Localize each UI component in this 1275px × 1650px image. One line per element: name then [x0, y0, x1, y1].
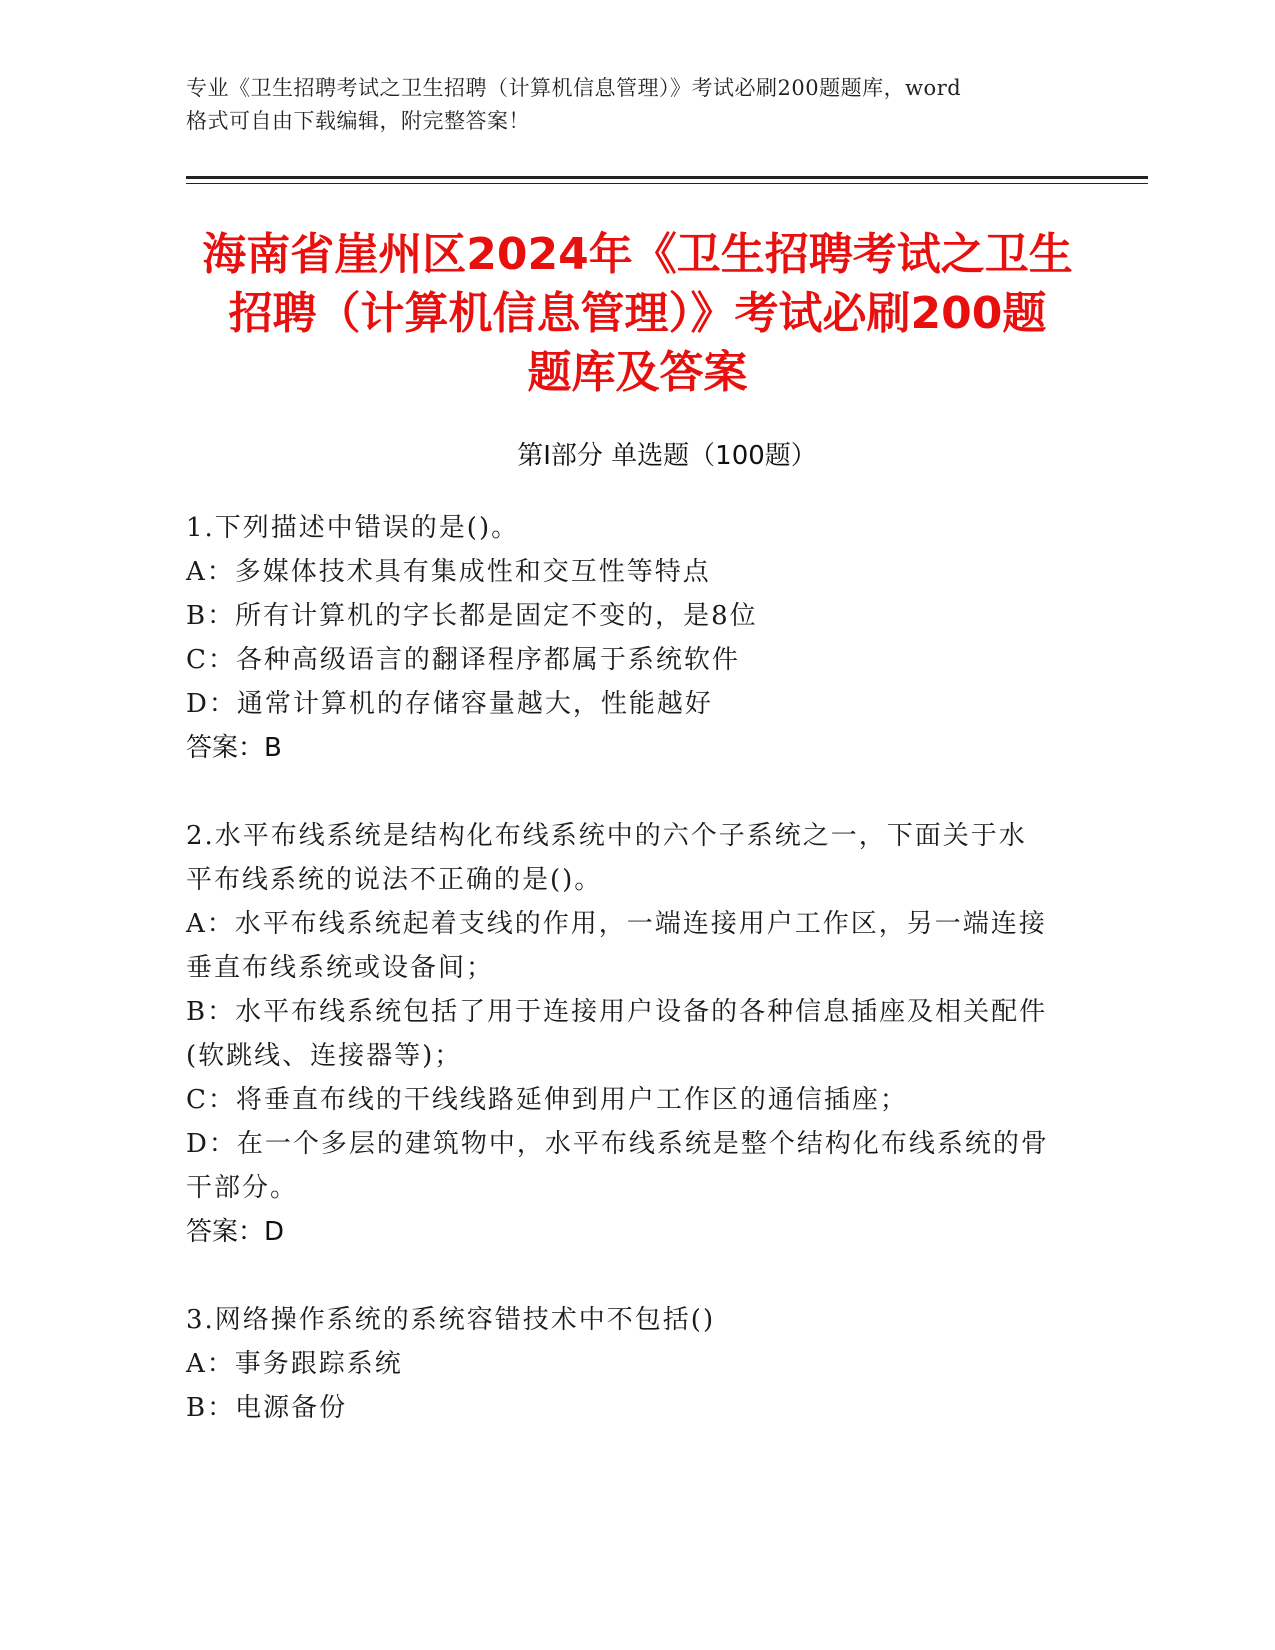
question-2-option-b: B：水平布线系统包括了用于连接用户设备的各种信息插座及相关配件 [186, 997, 1048, 1027]
question-2-stem-cont: 平布线系统的说法不正确的是()。 [186, 865, 603, 895]
question-3-stem: 3.网络操作系统的系统容错技术中不包括() [186, 1305, 716, 1335]
question-1-answer: 答案：B [186, 733, 282, 763]
question-2-stem: 2.水平布线系统是结构化布线系统中的六个子系统之一，下面关于水 [186, 821, 1027, 851]
header-note [186, 72, 1086, 138]
question-1-option-a: A：多媒体技术具有集成性和交互性等特点 [186, 557, 711, 587]
title-line: 招聘（计算机信息管理）》考试必刷200题 [228, 288, 1047, 339]
question-2-option-d: D：在一个多层的建筑物中，水平布线系统是整个结构化布线系统的骨 [186, 1129, 1049, 1159]
question-2-option-c: C：将垂直布线的干线线路延伸到用户工作区的通信插座； [186, 1085, 908, 1115]
question-1-option-b: B：所有计算机的字长都是固定不变的，是8位 [186, 601, 758, 631]
header-divider-thick [186, 176, 1148, 179]
header-note-line: 专业《卫生招聘考试之卫生招聘（计算机信息管理）》考试必刷200题题库，word [186, 76, 962, 100]
question-1-option-d: D：通常计算机的存储容量越大，性能越好 [186, 689, 713, 719]
question-2-option-a-cont: 垂直布线系统或设备间； [186, 953, 495, 983]
title-line: 题库及答案 [527, 347, 748, 398]
question-2-option-d-cont: 干部分。 [186, 1173, 299, 1203]
question-3-option-b: B：电源备份 [186, 1393, 348, 1423]
header-divider-thin [186, 183, 1148, 184]
question-2-option-a: A：水平布线系统起着支线的作用，一端连接用户工作区，另一端连接 [186, 909, 1047, 939]
header-note-line: 格式可自由下载编辑，附完整答案！ [186, 109, 530, 133]
question-1-option-c: C：各种高级语言的翻译程序都属于系统软件 [186, 645, 740, 675]
question-1-stem: 1.下列描述中错误的是()。 [186, 513, 520, 543]
question-2-option-b-cont: (软跳线、连接器等)； [186, 1041, 463, 1071]
question-2-answer: 答案：D [186, 1217, 285, 1247]
title-line: 海南省崖州区2024年《卫生招聘考试之卫生 [202, 229, 1073, 280]
question-3-option-a: A：事务跟踪系统 [186, 1349, 403, 1379]
document-title [150, 225, 1125, 402]
section-heading: 第Ⅰ部分 单选题（100题） [517, 441, 817, 471]
